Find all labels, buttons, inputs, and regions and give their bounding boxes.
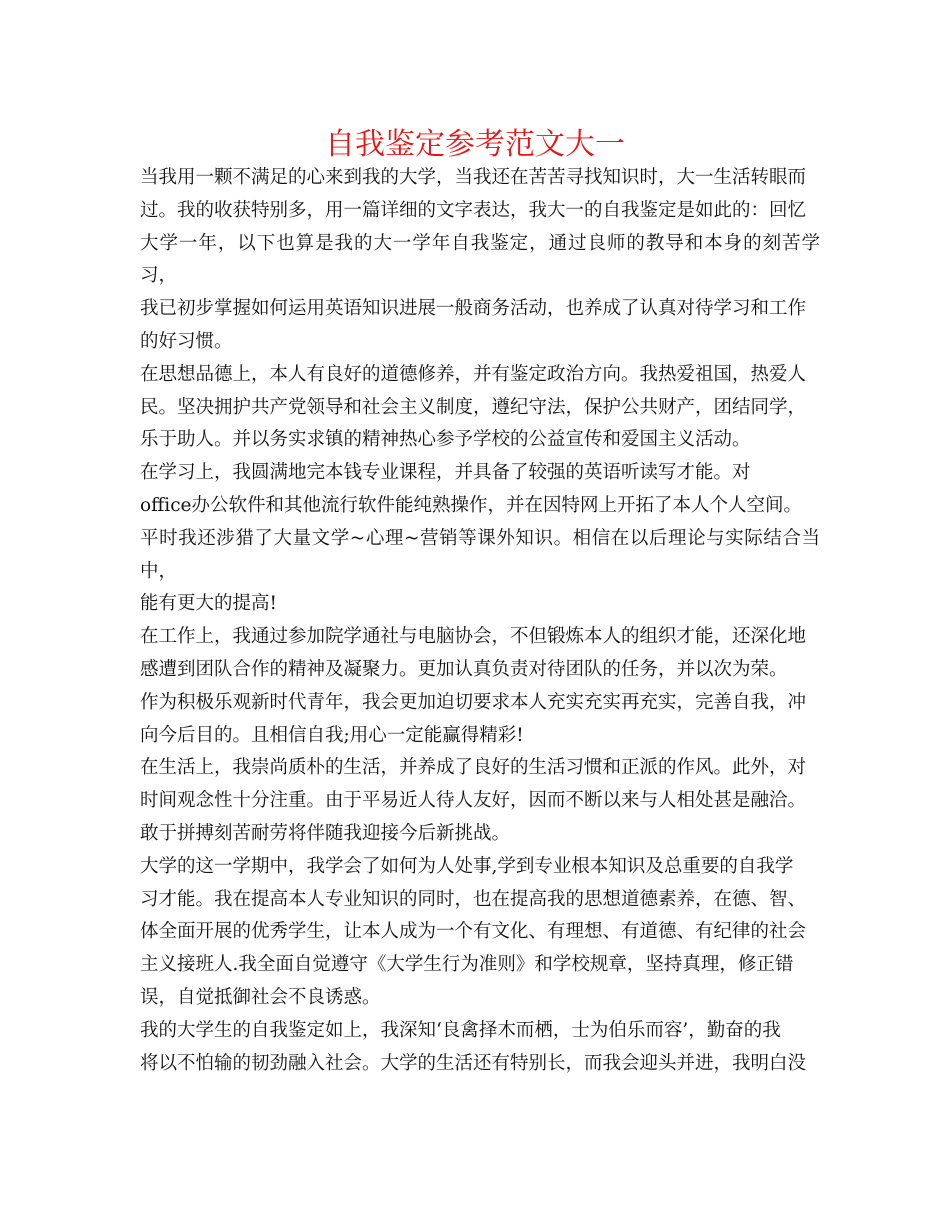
document-body — [140, 162, 820, 1080]
paragraph: 作为积极乐观新时代青年，我会更加迫切要求本人充实充实再充实，完善自我，冲 向今后目的。且相信自我;用心一定能赢得精彩! — [140, 691, 807, 746]
paragraph: 在思想品德上，本人有良好的道德修养，并有鉴定政治方向。我热爱祖国，热爱人 民。坚决拥护共产党领导和社会主义制度，遵纪守法，保护公共财产，团结同学， 乐于助人。并以务实求镇的精神热心参予学校的公益宣传和爱国主义活动。 — [140, 363, 807, 451]
paragraph: 在生活上，我崇尚质朴的生活，并养成了良好的生活习惯和正派的作风。此外，对 时间观念性十分注重。由于平易近人待人友好，因而不断以来与人相处甚是融洽。 敢于拼搏刻苦耐劳将伴随我迎接今后新挑战。 — [140, 757, 807, 844]
paragraph: 当我用一颗不满足的心来到我的大学，当我还在苦苦寻找知识时，大一生活转眼而 过。我的收获特别多，用一篇详细的文字表达，我大一的自我鉴定是如此的：回忆 大学一年，以下也算是我的大一学年自我鉴定，通过良师的教导和本身的刻苦学习， 我已初步掌握如何运用英语知识进展一般商务活动，也养成了认真对待学习和工作 的好习惯。 — [140, 167, 820, 352]
paragraph: 在工作上，我通过参加院学通社与电脑协会，不但锻炼本人的组织才能，还深化地 感遭到团队合作的精神及凝聚力。更加认真负责对待团队的任务，并以次为荣。 — [140, 626, 807, 680]
paragraph: 我的大学生的自我鉴定如上，我深知‘良禽择木而栖，士为伯乐而容’，勤奋的我 将以不怕输的韧劲融入社会。大学的生活还有特别长，而我会迎头并进，我明白没 — [140, 1019, 807, 1074]
paragraph: 在学习上，我圆满地完本钱专业课程，并具备了较强的英语听读写才能。对 office办公软件和其他流行软件能纯熟操作，并在因特网上开拓了本人个人空间。 平时我还涉猎了大量文学~心理~营销等课外知识。相信在以后理论与实际结合当中， 能有更大的提高! — [140, 462, 820, 615]
document-title: 自我鉴定参考范文大一 — [325, 127, 625, 162]
paragraph: 大学的这一学期中，我学会了如何为人处事,学到专业根本知识及总重要的自我学 习才能。我在提高本人专业知识的同时，也在提高我的思想道德素养，在德、智、 体全面开展的优秀学生，让本人成为一个有文化、有理想、有道德、有纪律的社会 主义接班人.我全面自觉遵守《大学生行为准则》和学校规章，坚持真理，修正错 误，自觉抵御社会不良诱惑。 — [140, 855, 807, 1008]
